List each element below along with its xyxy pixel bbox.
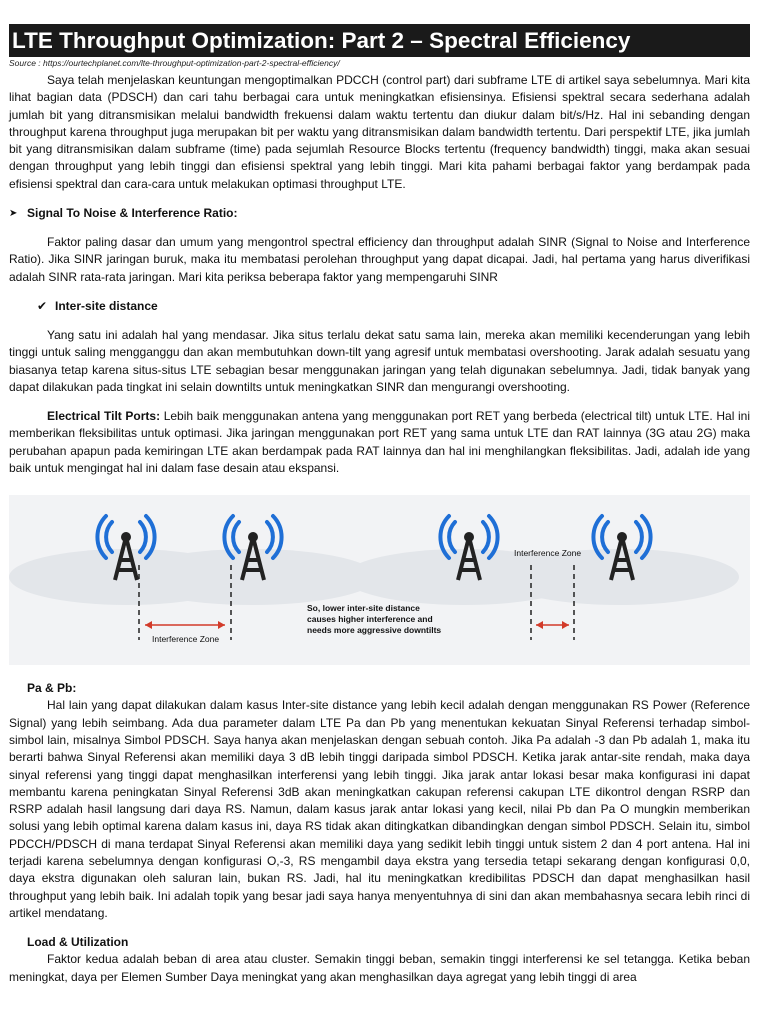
subheading-text: Inter-site distance bbox=[55, 298, 158, 313]
figure-caption-line1: So, lower inter-site distance bbox=[307, 603, 420, 614]
interference-diagram bbox=[9, 495, 750, 665]
document-title: LTE Throughput Optimization: Part 2 – Spectral Efficiency bbox=[9, 24, 750, 57]
section-heading-text: Signal To Noise & Interference Ratio: bbox=[27, 206, 238, 221]
intro-paragraph: Saya telah menjelaskan keuntungan mengoptimalkan PDCCH (control part) dari subframe LTE di artikel saya sebelumnya. Mari kita lihat bagian data (PDSCH) dan cari tahu berbagai cara untuk meningkatkan efisiensinya. Efisiensi spektral secara sederhana adalah jumlah bit yang ditransmisikan melalui bandwidth frekuensi dalam waktu tertentu dan diukur dalam bit/s/Hz. Hal ini sebanding dengan throughput karena throughput juga merupakan bit per waktu yang ditransmisikan dalam bandwidth tertentu. Dari perspektif LTE, jika jumlah bit yang ditransmisikan dalam subframe (time) pada sejumlah Resource Blocks tertentu (frequency bandwidth) tinggi, maka akan sesuai dengan throughput yang lebih tinggi dan efisiensi spektral yang lebih tinggi. Mari kita pahami berbagai faktor yang berdampak pada efisiensi spektral dan cara-cara untuk melakukan optimasi throughput LTE. bbox=[9, 73, 750, 191]
papb-paragraph: Hal lain yang dapat dilakukan dalam kasus Inter-site distance yang lebih kecil adalah dengan menggunakan RS Power (Reference Signal) yang lebih seimbang. Ada dua parameter dalam LTE Pa dan Pb yang menentukan kekuatan Sinyal Referensi terhadap simbol-simbol lain, misalnya Simbol PDSCH. Saya hanya akan menjelaskan dengan sebuah contoh. Jika Pa adalah -3 dan Pb adalah 1, maka itu berarti bahwa Sinyal Referensi akan memiliki daya 3 dB lebih tinggi daripada simbol PDSCH. Ketika jarak antar-site rendah, maka daya sinyal referensi yang tinggi dapat menghasilkan interferensi yang lebih tinggi. Jika jarak antar lokasi besar maka konfigurasi ini dapat membantu karena peningkatan Sinyal Referensi 3dB akan meningkatkan cakupan referensi cakupan LTE dikontrol dengan RSRP dan RSRP adalah hasil langsung dari daya RS. Namun, dalam kasus jarak antar lokasi yang kecil, nilai Pb dan Pa O mungkin memberikan solusi yang lebih optimal karena dalam kasus ini, daya RS tidak akan ditingkatkan dibandingkan dengan simbol PDSCH. Selain itu, simbol PDCCH/PDSCH di mana terdapat Sinyal Referensi akan memiliki daya yang sedikit lebih tinggi untuk sistem 2 dan 4 port antena. Hal ini terjadi karena sebelumnya dengan konfigurasi O,-3, RS mengambil daya ekstra yang tersedia tetapi sekarang dengan konfigurasi 0,0, daya ekstra digunakan oleh saluran lain, bukan RS. Jadi, hal itu meningkatkan kredibilitas PDSCH dan dapat menghasilkan hasil throughput yang lebih baik. Ini adalah topik yang besar jadi saya hanya menyentuhnya di sini dan akan membahasnya secara lebih rinci di artikel mendatang. bbox=[9, 698, 750, 920]
figure-caption-line3: needs more aggressive downtilts bbox=[307, 625, 442, 636]
papb-heading: Pa & Pb: bbox=[27, 681, 77, 696]
intersite-paragraph: Yang satu ini adalah hal yang mendasar. Jika situs terlalu dekat satu sama lain, mereka akan memiliki kecenderungan yang lebih tinggi untuk saling mengganggu dan akan membutuhkan down-tilt yang agresif untuk membatasi overshooting. Jarak adalah sesuatu yang biasanya tetap karena situs-situs LTE sebagian besar menggunakan jaringan yang telah digunakan sebelumnya. Jadi, tidak banyak yang dapat dilakukan pada tingkat ini selain downtilts untuk meningkatkan SINR dan mengurangi overshooting. bbox=[9, 327, 750, 394]
load-paragraph: Faktor kedua adalah beban di area atau cluster. Semakin tinggi beban, semakin tinggi interferensi ke sel tetangga. Ketika beban meningkat, daya per Elemen Sumber Daya meningkat yang akan menghasilkan daya agregat yang lebih tinggi di area bbox=[9, 952, 750, 984]
load-heading: Load & Utilization bbox=[27, 935, 129, 950]
sinr-paragraph: Faktor paling dasar dan umum yang mengontrol spectral efficiency dan throughput adalah SINR (Signal to Noise and Interference Ratio). Jika SINR jaringan buruk, maka itu membatasi perolehan throughput yang dapat dicapai. Jadi, hal pertama yang harus diverifikasi adalah SINR rata-rata jaringan. Mari kita periksa beberapa faktor yang mempengaruhi SINR bbox=[9, 235, 750, 284]
subheading-intersite bbox=[29, 298, 750, 315]
arrow-bullet-icon: ➤ bbox=[9, 208, 18, 220]
interference-zone-label-right: Interference Zone bbox=[514, 548, 582, 559]
document-page bbox=[9, 24, 750, 998]
section-heading-sinr bbox=[9, 205, 750, 222]
checkmark-icon: ✔ bbox=[36, 298, 48, 313]
figure-caption-line2: causes higher interference and bbox=[307, 614, 433, 625]
source-link[interactable]: Source : https://ourtechplanet.com/lte-throughput-optimization-part-2-spectral-efficiency/ bbox=[9, 58, 340, 68]
interference-zone-label-left: Interference Zone bbox=[152, 634, 220, 645]
tilt-label: Electrical Tilt Ports: bbox=[47, 409, 161, 424]
tilt-text: Lebih baik menggunakan antena yang menggunakan port RET yang berbeda (electrical tilt) untuk LTE. Hal ini memberikan fleksibilitas untuk optimasi. Jika jaringan menggunakan port RET yang sama untuk LTE dan RAT lainnya (3G atau 2G) maka perubahan apapun pada kemiringan LTE akan berdampak pada RAT lainnya dan hal ini menghilangkan fleksibilitas. Jadi, adalah ide yang baik untuk mengingat hal ini dalam fase desain atau ekspansi. bbox=[9, 409, 751, 476]
tilt-paragraph bbox=[9, 408, 750, 477]
